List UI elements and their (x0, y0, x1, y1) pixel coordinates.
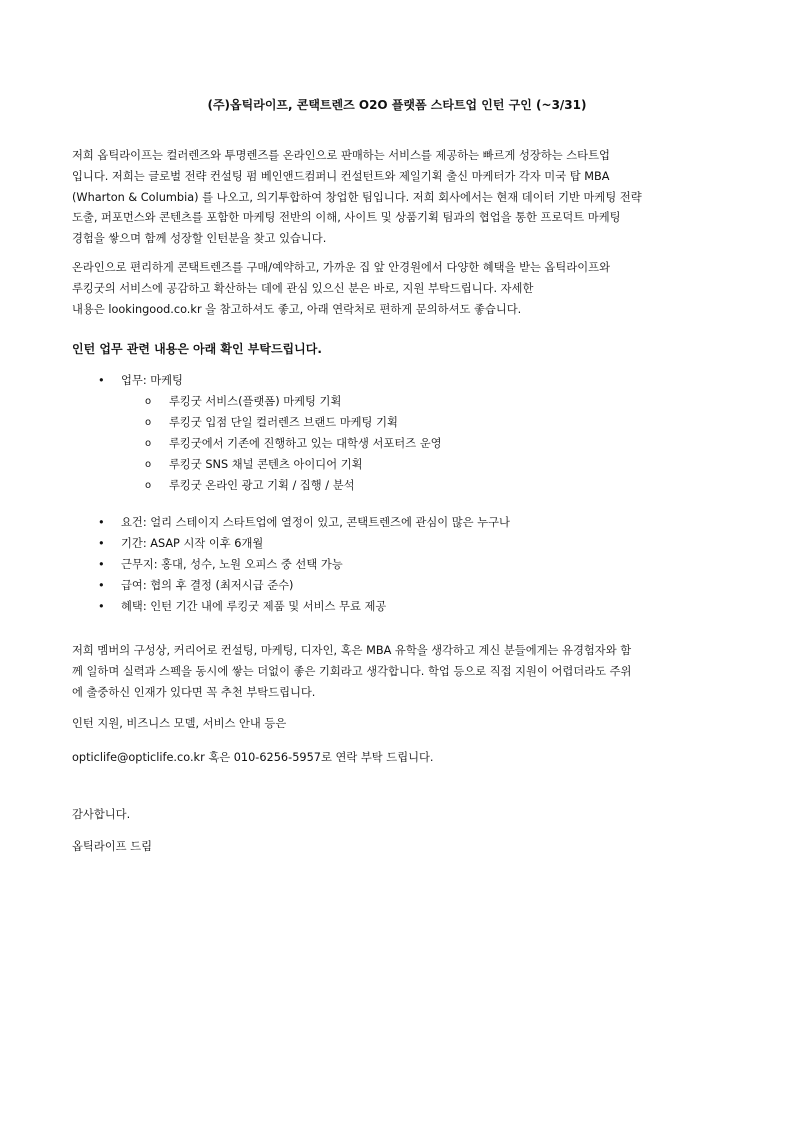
referral-paragraph (72, 641, 631, 703)
intro-line: 도출, 퍼포먼스와 콘텐츠를 포함한 마케팅 전반의 이해, 사이트 및 상품기획 팀과의 협업을 통한 프로덕트 마케팅 (72, 211, 621, 225)
intro-line: 저희 옵틱라이프는 컬러렌즈와 투명렌즈를 온라인으로 판매하는 서비스를 제공하는 빠르게 성장하는 스타트업 (72, 149, 610, 162)
intro-line: (Wharton & Columbia) 를 나오고, 의기투합하여 창업한 팀입니다. 저희 회사에서는 현재 데이터 기반 마케팅 전략 (72, 190, 642, 204)
bullet-icon: • (98, 374, 105, 387)
list-item (98, 554, 510, 575)
contact-intro: 인턴 지원, 비즈니스 모델, 서비스 안내 등은 (72, 717, 287, 730)
sub-bullet-icon: o (145, 480, 152, 491)
intro-paragraph (72, 146, 642, 250)
condition-text: 요건: 얼리 스테이지 스타트업에 열정이 있고, 콘택트렌즈에 관심이 많은 누구나 (121, 516, 510, 529)
condition-text: 급여: 협의 후 결정 (최저시급 준수) (121, 579, 294, 592)
sub-bullet-icon: o (145, 459, 152, 470)
duties-sub-list (145, 391, 442, 496)
list-item (145, 391, 442, 412)
conditions-list (98, 512, 510, 617)
list-item (98, 533, 510, 554)
duties-label: 업무: 마케팅 (121, 374, 183, 387)
referral-line: 에 출중하신 인재가 있다면 꼭 추천 부탁드립니다. (72, 685, 316, 699)
invite-line: 온라인으로 편리하게 콘택트렌즈를 구매/예약하고, 가까운 집 앞 안경원에서 다양한 혜택을 받는 옵틱라이프와 (72, 261, 610, 274)
thanks-text: 감사합니다. (72, 808, 131, 821)
bullet-icon: • (98, 537, 105, 550)
bullet-icon: • (98, 516, 105, 529)
list-item (98, 512, 510, 533)
invite-line: 내용은 lookingood.co.kr 을 참고하셔도 좋고, 아래 연락처로 편하게 문의하셔도 좋습니다. (72, 302, 522, 316)
bullet-icon: • (98, 579, 105, 592)
sub-bullet-icon: o (145, 438, 152, 449)
duties-list (98, 370, 183, 391)
duty-text: 루킹굿에서 기존에 진행하고 있는 대학생 서포터즈 운영 (169, 437, 442, 450)
bullet-icon: • (98, 558, 105, 571)
list-item (145, 412, 442, 433)
document-title: (주)옵틱라이프, 콘택트렌즈 O2O 플랫폼 스타트업 인턴 구인 (~3/31) (207, 98, 587, 112)
bullet-icon: • (98, 600, 105, 613)
referral-line: 께 일하며 실력과 스펙을 동시에 쌓는 더없이 좋은 기회라고 생각합니다. 학업 등으로 직접 지원이 어렵더라도 주위 (72, 664, 632, 678)
signature-text: 옵틱라이프 드림 (72, 840, 152, 853)
contact-line: opticlife@opticlife.co.kr 혹은 010-6256-5957로 연락 부탁 드립니다. (72, 751, 434, 764)
invite-paragraph (72, 258, 610, 320)
invite-line: 루킹굿의 서비스에 공감하고 확산하는 데에 관심 있으신 분은 바로, 지원 부탁드립니다. 자세한 (72, 281, 534, 295)
intro-line: 입니다. 저희는 글로벌 전략 컨설팅 펌 베인앤드컴퍼니 컨설턴트와 제일기획 출신 마케터가 각자 미국 탑 MBA (72, 169, 610, 183)
list-item (98, 370, 183, 391)
duty-text: 루킹굿 서비스(플랫폼) 마케팅 기획 (169, 395, 342, 408)
list-item (145, 475, 442, 496)
list-item (145, 454, 442, 475)
condition-text: 혜택: 인턴 기간 내에 루킹굿 제품 및 서비스 무료 제공 (121, 600, 387, 613)
details-heading: 인턴 업무 관련 내용은 아래 확인 부탁드립니다. (72, 342, 322, 356)
list-item (98, 575, 510, 596)
list-item (145, 433, 442, 454)
sub-bullet-icon: o (145, 417, 152, 428)
sub-bullet-icon: o (145, 396, 152, 407)
list-item (98, 596, 510, 617)
condition-text: 근무지: 홍대, 성수, 노원 오피스 중 선택 가능 (121, 558, 343, 571)
duty-text: 루킹굿 SNS 채널 콘텐츠 아이디어 기획 (169, 458, 363, 471)
duty-text: 루킹굿 온라인 광고 기획 / 집행 / 분석 (169, 479, 355, 492)
intro-line: 경험을 쌓으며 함께 성장할 인턴분을 찾고 있습니다. (72, 232, 327, 246)
condition-text: 기간: ASAP 시작 이후 6개월 (121, 537, 264, 550)
referral-line: 저희 멤버의 구성상, 커리어로 컨설팅, 마케팅, 디자인, 혹은 MBA 유학을 생각하고 계신 분들에게는 유경험자와 함 (72, 644, 632, 657)
duty-text: 루킹굿 입점 단일 컬러렌즈 브랜드 마케팅 기획 (169, 416, 398, 429)
